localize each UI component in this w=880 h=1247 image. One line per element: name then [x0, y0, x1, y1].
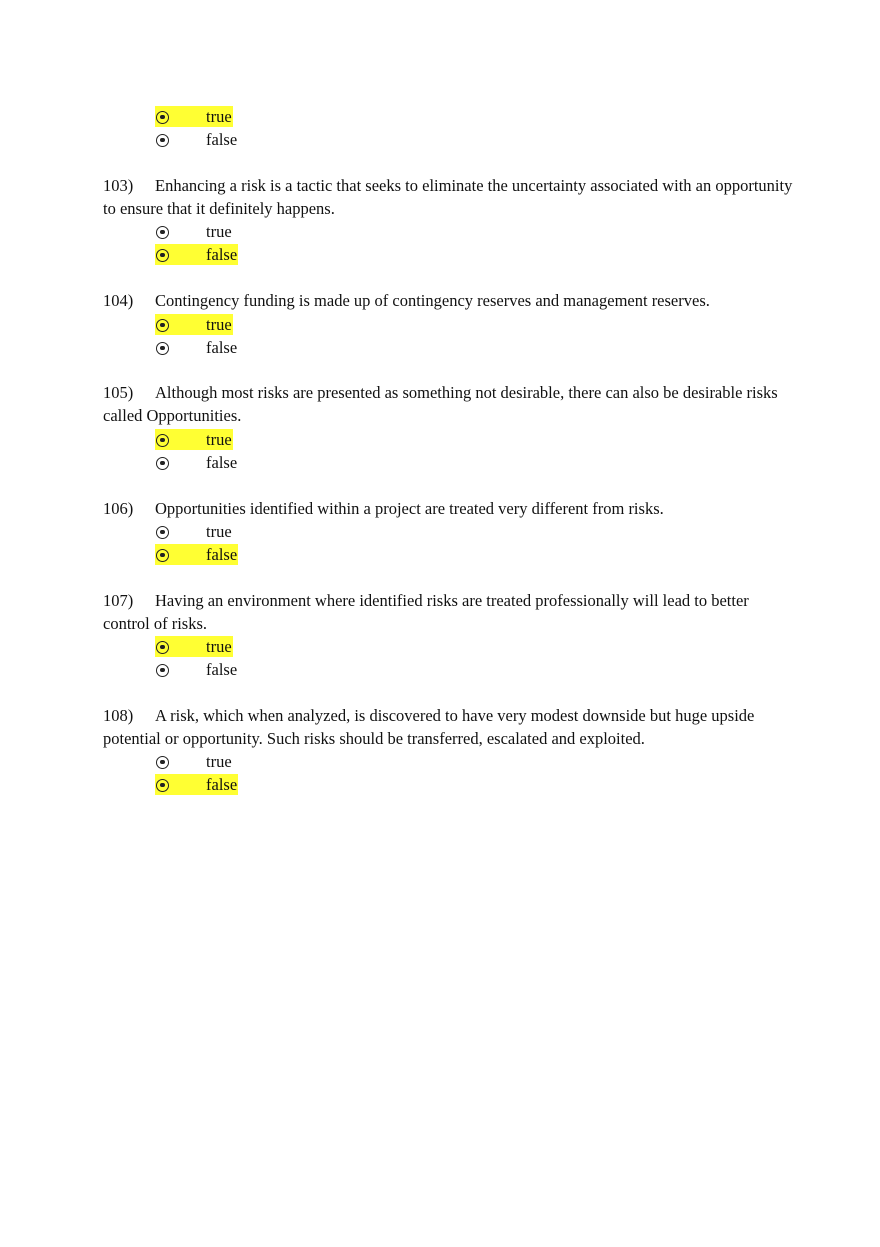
- radio-icon[interactable]: [156, 549, 169, 562]
- radio-icon[interactable]: [156, 249, 169, 262]
- radio-icon[interactable]: [156, 111, 169, 124]
- option-true[interactable]: [155, 428, 238, 451]
- question-105-options: [155, 428, 238, 474]
- question-106-options: [155, 520, 238, 566]
- option-false[interactable]: [155, 773, 238, 796]
- radio-icon[interactable]: [156, 226, 169, 239]
- radio-icon[interactable]: [156, 319, 169, 332]
- option-label: true: [206, 315, 232, 334]
- option-false[interactable]: [155, 543, 238, 566]
- radio-icon[interactable]: [156, 134, 169, 147]
- option-label: true: [206, 637, 232, 656]
- option-label: false: [206, 245, 238, 264]
- question-number: 108): [103, 706, 134, 725]
- question-text: Having an environment where identified risks are treated professionally will lead to better control of risks.: [103, 591, 749, 633]
- option-label: false: [206, 338, 238, 357]
- leading-options: [155, 105, 238, 151]
- option-label: false: [206, 130, 238, 149]
- question-number: 107): [103, 591, 134, 610]
- option-false[interactable]: [155, 128, 238, 151]
- option-true[interactable]: [155, 105, 238, 128]
- option-false[interactable]: [155, 243, 238, 266]
- option-label: true: [206, 222, 232, 241]
- radio-icon[interactable]: [156, 641, 169, 654]
- question-text: Contingency funding is made up of contingency reserves and management reserves.: [155, 291, 710, 310]
- question-103: [103, 174, 793, 220]
- question-text: Opportunities identified within a project are treated very different from risks.: [155, 499, 664, 518]
- radio-icon[interactable]: [156, 457, 169, 470]
- option-true[interactable]: [155, 313, 238, 336]
- option-label: true: [206, 107, 232, 126]
- option-true[interactable]: [155, 635, 238, 658]
- question-106: [103, 497, 793, 520]
- question-number: 106): [103, 499, 134, 518]
- option-false[interactable]: [155, 451, 238, 474]
- question-104: [103, 289, 793, 312]
- option-true[interactable]: [155, 520, 238, 543]
- option-false[interactable]: [155, 658, 238, 681]
- radio-icon[interactable]: [156, 664, 169, 677]
- question-number: 104): [103, 291, 134, 310]
- option-true[interactable]: [155, 750, 238, 773]
- option-label: false: [206, 660, 238, 679]
- question-108: [103, 704, 793, 750]
- question-number: 105): [103, 383, 134, 402]
- question-number: 103): [103, 176, 134, 195]
- question-text: Enhancing a risk is a tactic that seeks to eliminate the uncertainty associated with an opportunity to ensure that it definitely happens.: [103, 176, 793, 218]
- question-107-options: [155, 635, 238, 681]
- option-label: true: [206, 522, 232, 541]
- question-105: [103, 381, 793, 427]
- option-label: true: [206, 430, 232, 449]
- option-label: false: [206, 775, 238, 794]
- radio-icon[interactable]: [156, 526, 169, 539]
- radio-icon[interactable]: [156, 756, 169, 769]
- question-107: [103, 589, 793, 635]
- option-false[interactable]: [155, 336, 238, 359]
- radio-icon[interactable]: [156, 434, 169, 447]
- option-label: true: [206, 752, 232, 771]
- question-103-options: [155, 220, 238, 266]
- question-104-options: [155, 313, 238, 359]
- radio-icon[interactable]: [156, 779, 169, 792]
- question-text: Although most risks are presented as something not desirable, there can also be desirable risks called Opportunities.: [103, 383, 778, 425]
- option-true[interactable]: [155, 220, 238, 243]
- question-108-options: [155, 750, 238, 796]
- question-text: A risk, which when analyzed, is discovered to have very modest downside but huge upside potential or opportunity. Such risks should be transferred, escalated and exploited.: [103, 706, 755, 748]
- option-label: false: [206, 545, 238, 564]
- radio-icon[interactable]: [156, 342, 169, 355]
- option-label: false: [206, 453, 238, 472]
